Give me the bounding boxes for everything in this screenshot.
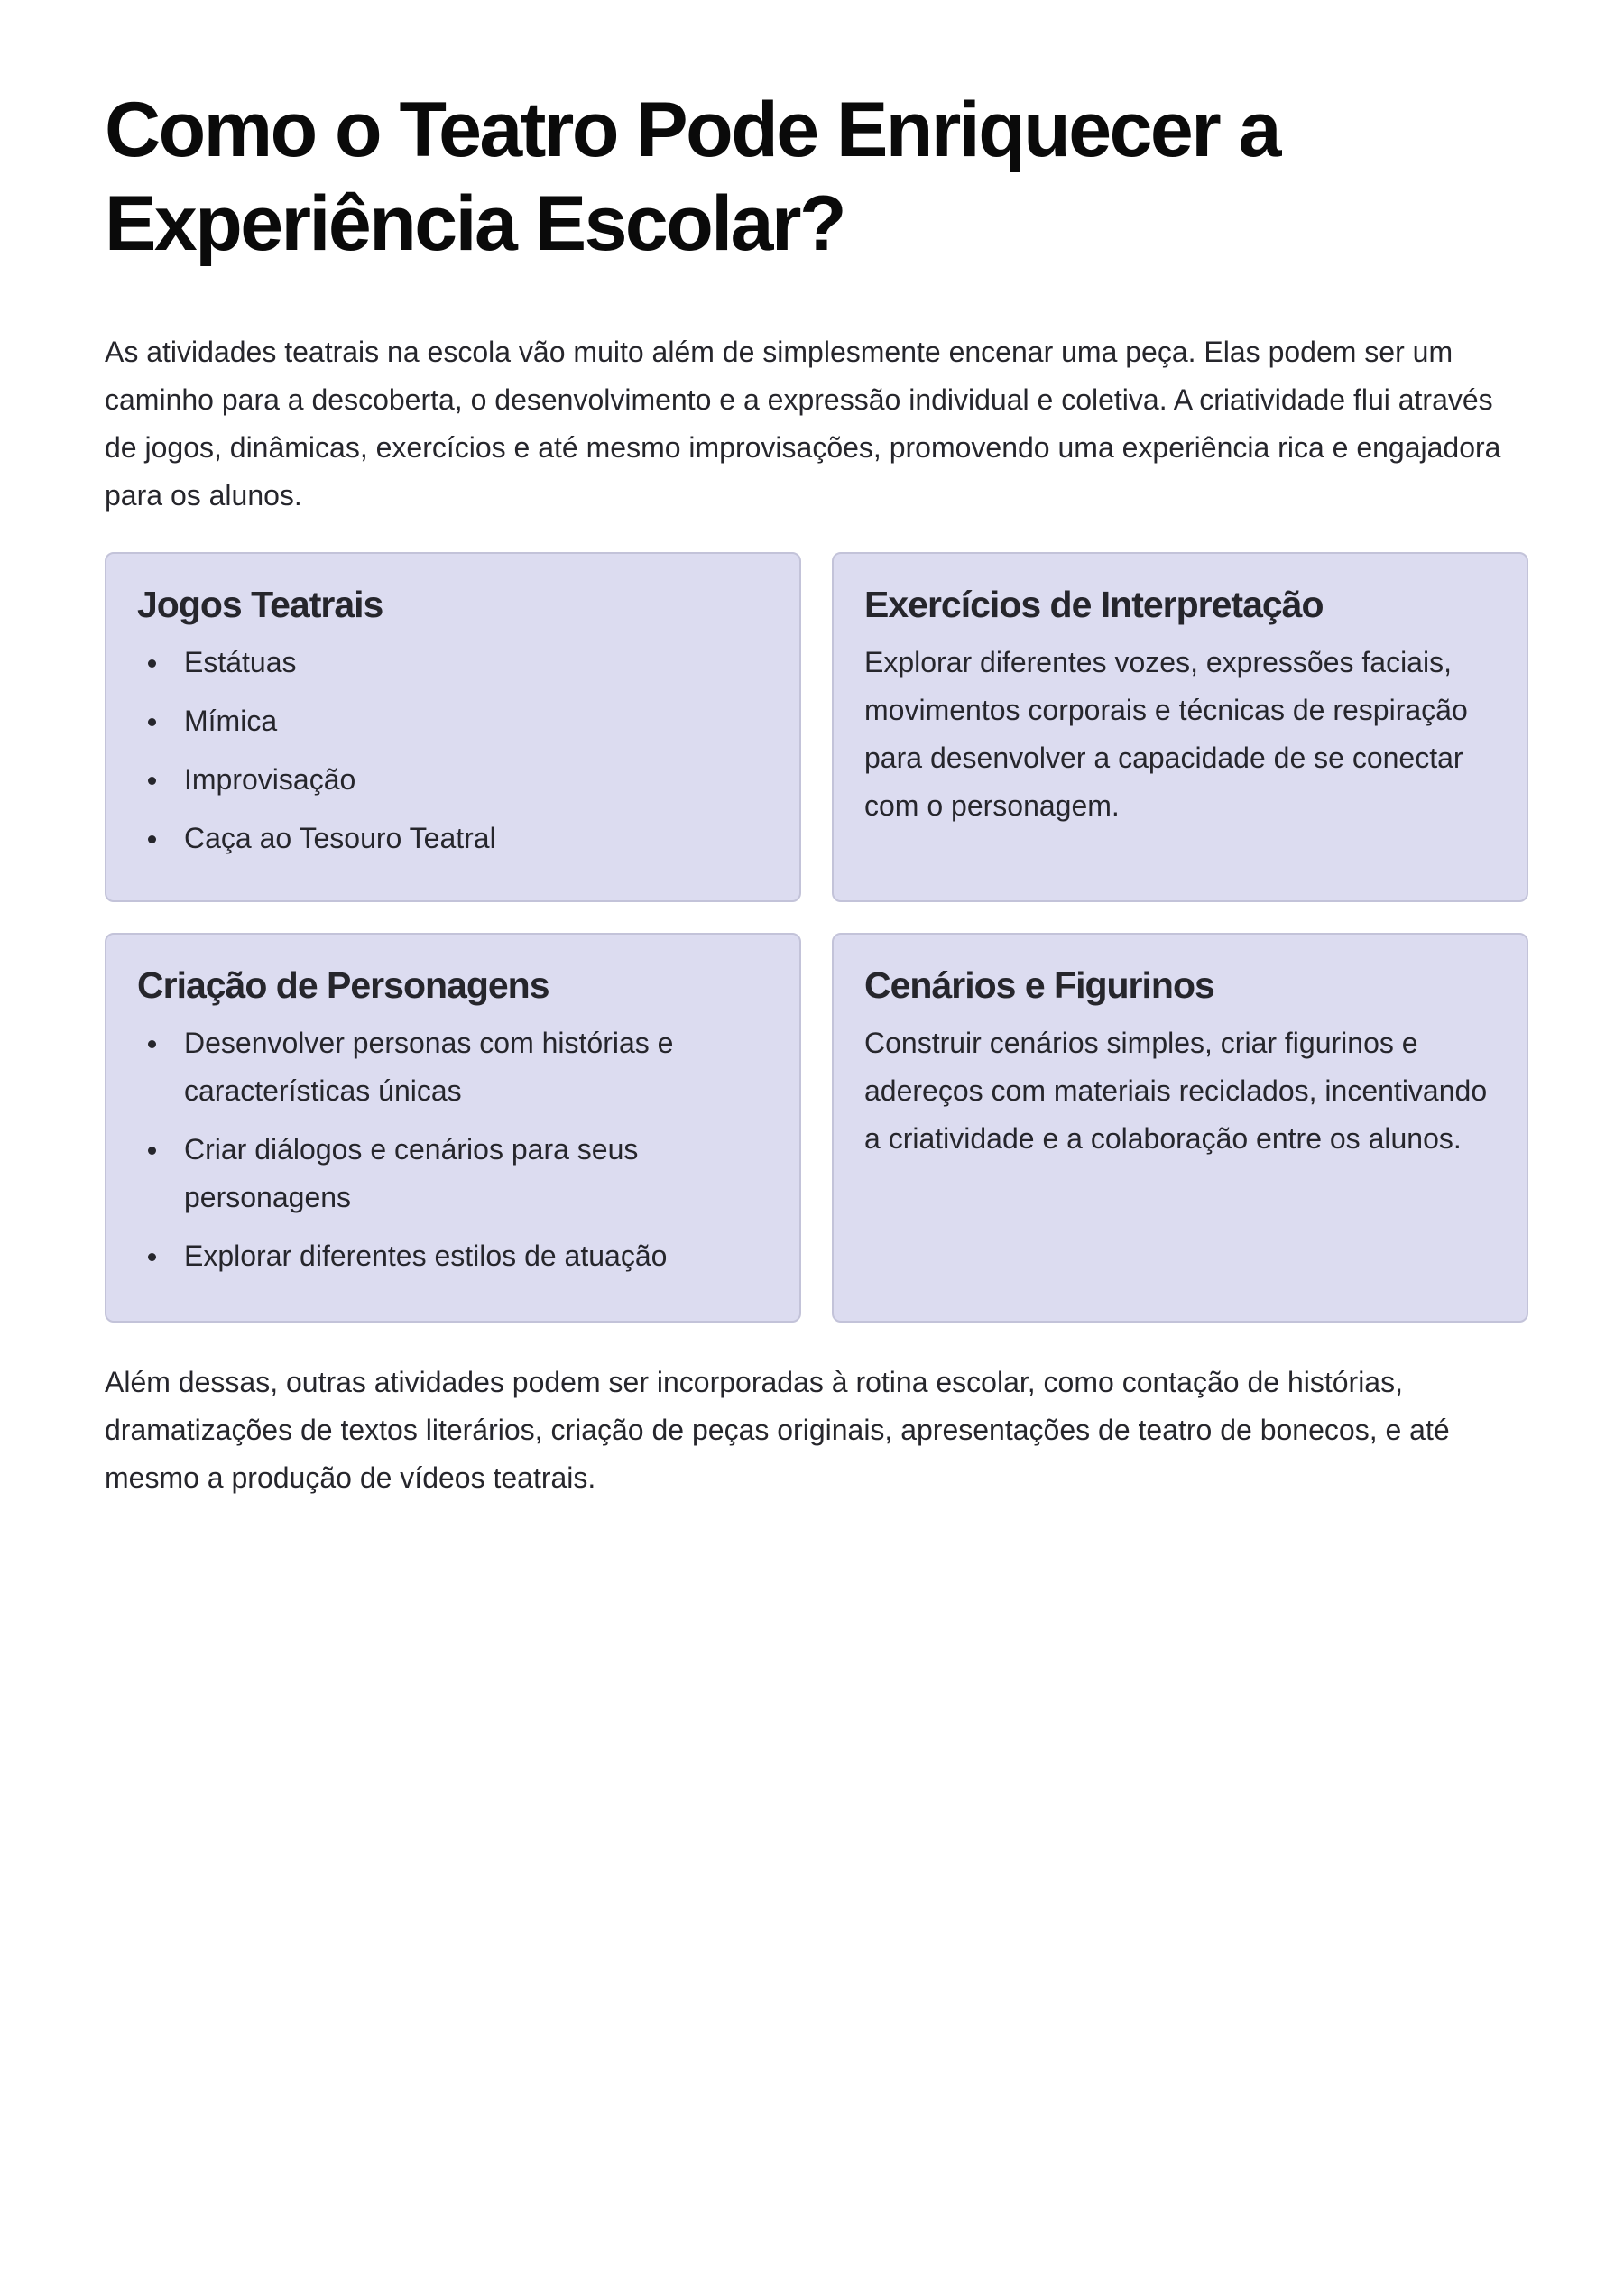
- activities-grid: [105, 552, 1519, 1323]
- card-heading: Exercícios de Interpretação: [864, 584, 1324, 625]
- card-cenarios-figurinos: [832, 933, 1528, 1323]
- outro-paragraph: Além dessas, outras atividades podem ser incorporadas à rotina escolar, como contação de histórias, dramatizações de textos literários, criação de peças originais, apresentações de teatro de bonecos, e até mesmo a produção de vídeos teatrais.: [105, 1366, 1450, 1494]
- list-item: Caça ao Tesouro Teatral: [137, 815, 769, 862]
- card-heading: Cenários e Figurinos: [864, 964, 1214, 1006]
- card-criacao-personagens: [105, 933, 801, 1323]
- card-list: [137, 639, 769, 862]
- card-list: [137, 1019, 769, 1280]
- list-item: Criar diálogos e cenários para seus personagens: [137, 1126, 769, 1221]
- list-item: Estátuas: [137, 639, 769, 687]
- card-jogos-teatrais: [105, 552, 801, 902]
- page-title: Como o Teatro Pode Enriquecer a Experiência Escolar?: [105, 87, 1279, 267]
- card-text: Explorar diferentes vozes, expressões faciais, movimentos corporais e técnicas de respiração para desenvolver a capacidade de se conectar com o personagem.: [864, 646, 1468, 822]
- card-exercicios-interpretacao: [832, 552, 1528, 902]
- list-item: Desenvolver personas com histórias e características únicas: [137, 1019, 769, 1115]
- card-heading: Jogos Teatrais: [137, 584, 383, 625]
- card-text: Construir cenários simples, criar figurinos e adereços com materiais reciclados, incentivando a criatividade e a colaboração entre os alunos.: [864, 1027, 1488, 1155]
- list-item: Improvisação: [137, 756, 769, 804]
- card-heading: Criação de Personagens: [137, 964, 549, 1006]
- list-item: Explorar diferentes estilos de atuação: [137, 1232, 769, 1280]
- intro-paragraph: As atividades teatrais na escola vão muito além de simplesmente encenar uma peça. Elas podem ser um caminho para a descoberta, o desenvolvimento e a expressão individual e coletiva. A criatividade flui através de jogos, dinâmicas, exercícios e até mesmo improvisações, promovendo uma experiência rica e engajadora para os alunos.: [105, 336, 1501, 512]
- list-item: Mímica: [137, 697, 769, 745]
